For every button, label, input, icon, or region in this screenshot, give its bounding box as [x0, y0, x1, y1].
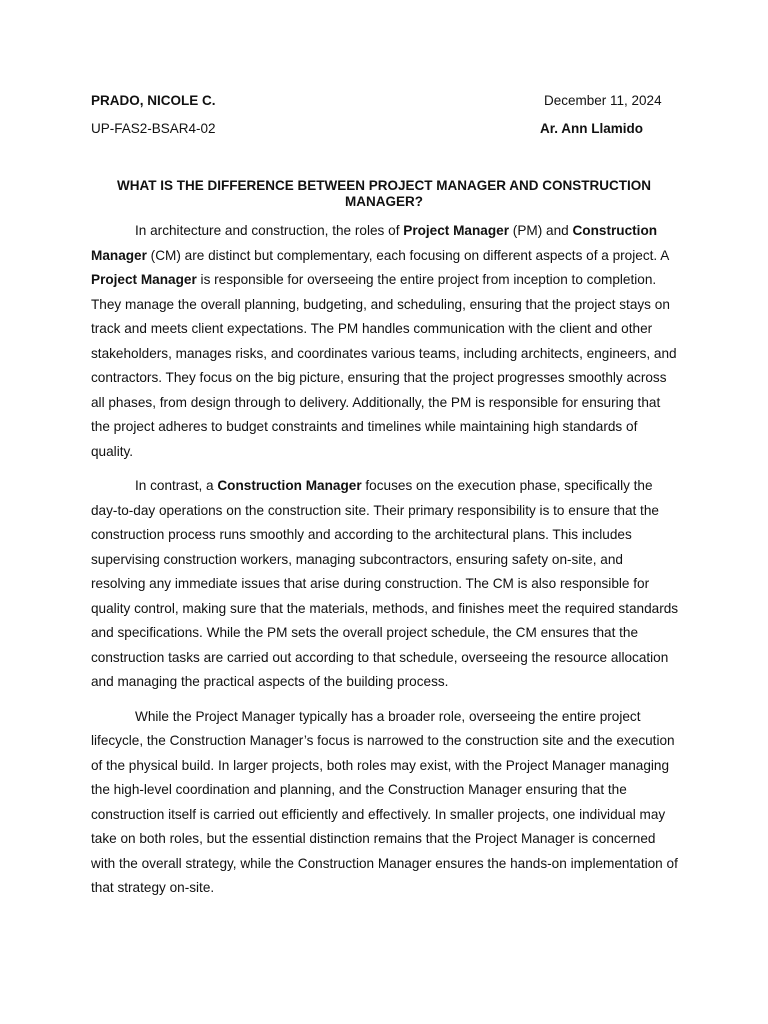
- text-run: focuses on the execution phase, specifically the day-to-day operations on the construction site. Their primary responsibility is to ensure that the construction process runs smoothly and according to the architectural plans. This includes supervising construction workers, managing subcontractors, ensuring safety on-site, and resolving any immediate issues that arise during construction. The CM is also responsible for quality control, making sure that the materials, methods, and finishes meet the required standards and specifications. While the PM sets the overall project schedule, the CM ensures that the construction tasks are carried out according to that schedule, overseeing the resource allocation and managing the practical aspects of the building process.: [91, 478, 679, 689]
- course-section: UP-FAS2-BSAR4-02: [91, 121, 216, 136]
- text-run: (CM) are distinct but complementary, each focusing on different aspects of a project. A: [146, 247, 669, 263]
- paragraph-3: [91, 705, 679, 901]
- instructor-name: Ar. Ann Llamido: [540, 121, 644, 136]
- header-left: [91, 93, 216, 149]
- document-body: [91, 219, 679, 911]
- text-run: (PM) and: [509, 223, 573, 238]
- header-right: [520, 93, 680, 149]
- document-title: WHAT IS THE DIFFERENCE BETWEEN PROJECT MANAGER AND CONSTRUCTION MANAGER?: [116, 178, 651, 209]
- text-run: While the Project Manager typically has a broader role, overseeing the entire project lifecycle, the Construction Manager’s focus is narrowed to the construction site and the execution of the physical build. In larger projects, both roles may exist, with the Project Manager managing the high-level coordination and planning, and the Construction Manager ensuring that the construction itself is carried out efficiently and effectively. In smaller projects, one individual may take on both roles, but the essential distinction remains that the Project Manager is concerned with the overall strategy, while the Construction Manager ensures the hands-on implementation of that strategy on-site.: [91, 708, 678, 895]
- text-run: In architecture and construction, the roles of: [135, 223, 404, 238]
- bold-term: Project Manager: [91, 272, 197, 287]
- text-run: In contrast, a: [135, 478, 218, 493]
- bold-term: Construction Manager: [91, 223, 658, 263]
- text-run: is responsible for overseeing the entire project from inception to completion. They manage the overall planning, budgeting, and scheduling, ensuring that the project stays on track and meets client expectations. The PM handles communication with the client and other stakeholders, manages risks, and coordinates various teams, including architects, engineers, and contractors. They focus on the big picture, ensuring that the project progresses smoothly across all phases, from design through to delivery. Additionally, the PM is responsible for ensuring that the project adheres to budget constraints and timelines while maintaining high standards of quality.: [91, 272, 677, 459]
- bold-term: Project Manager: [403, 223, 510, 238]
- paragraph-2: [91, 474, 679, 695]
- bold-term: Construction Manager: [217, 478, 362, 493]
- student-name: PRADO, NICOLE C.: [91, 93, 216, 108]
- paragraph-1: [91, 219, 679, 464]
- submission-date: December 11, 2024: [544, 93, 662, 108]
